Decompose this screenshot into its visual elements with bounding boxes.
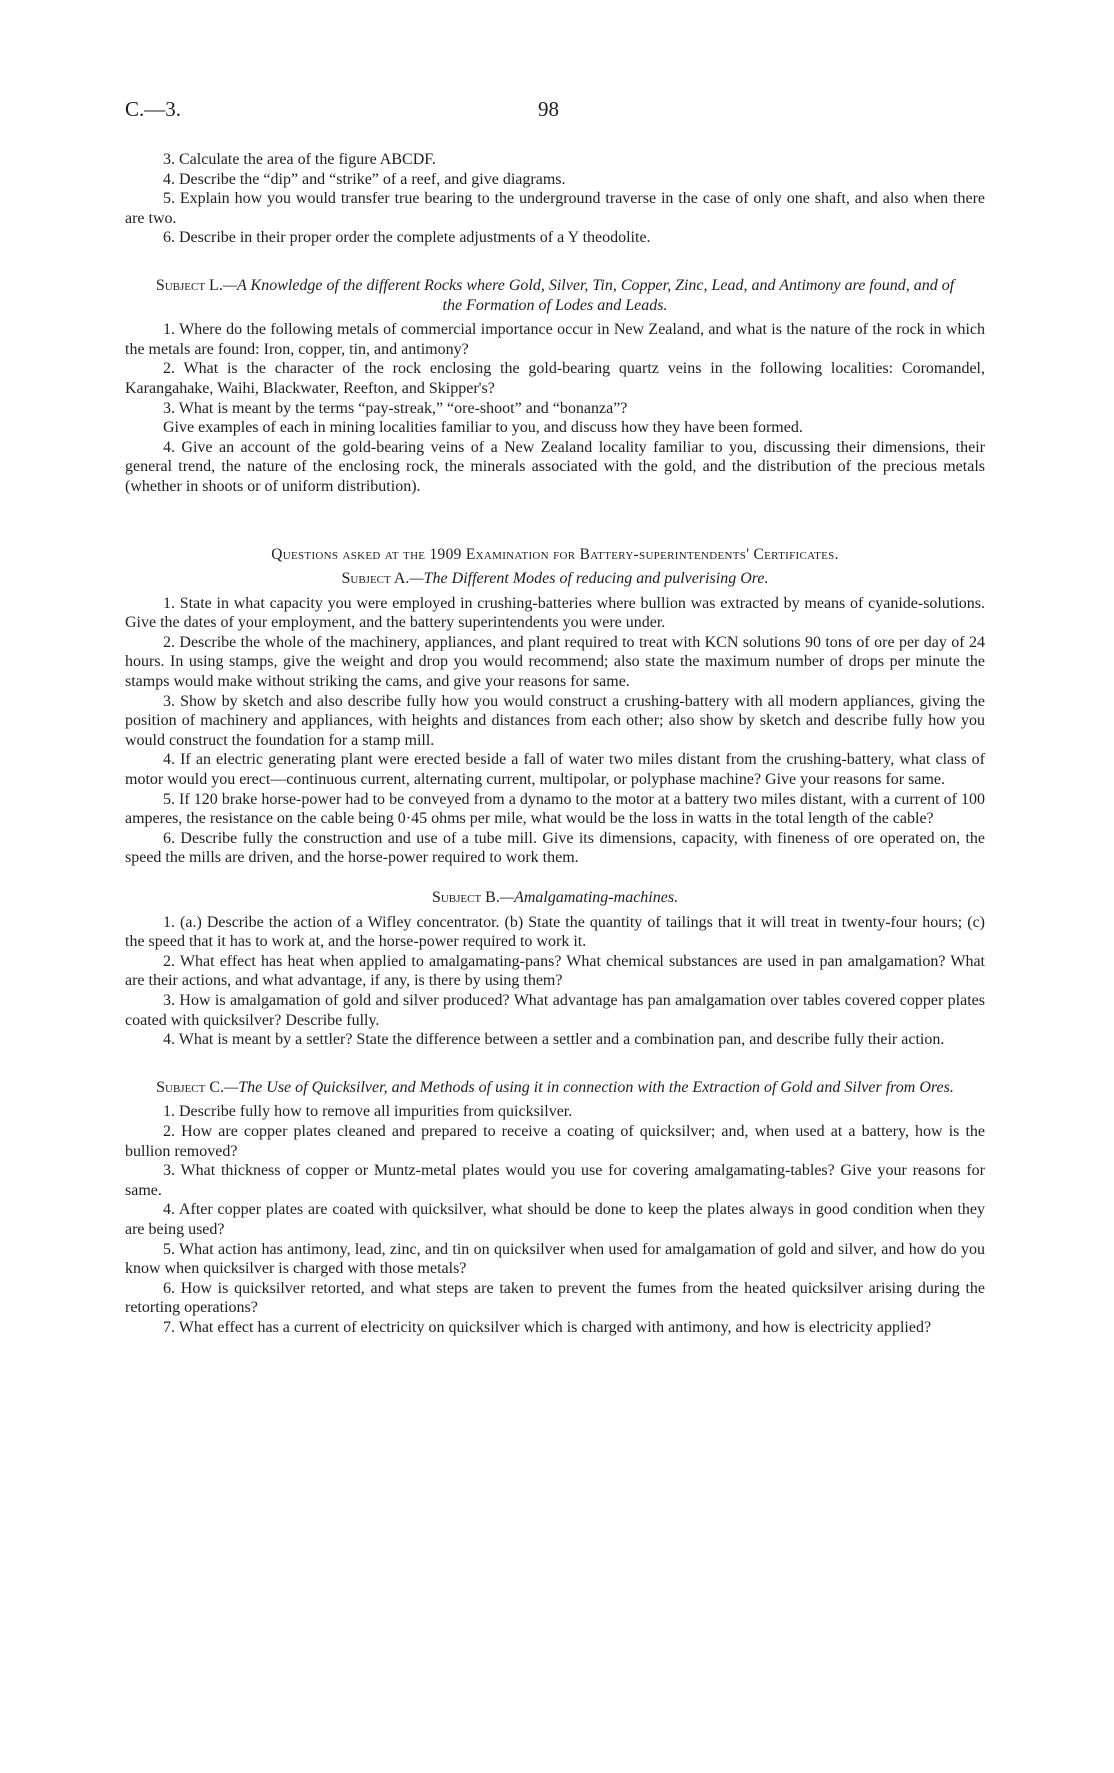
question: 1. Describe fully how to remove all impurities from quicksilver. [163,1103,573,1121]
question: 6. Describe in their proper order the complete adjustments of a Y theodolite. [163,229,651,247]
subject-title: —The Different Modes of reducing and pulverising Ore. [409,570,769,588]
subject-b-section [125,888,985,1050]
question: 6. Describe fully the construction and use of a tube mill. Give its dimensions, capacity, with fineness of ore operated on, the speed the mills are driven, and the horse-power required to work them. [125,829,985,867]
question: 5. If 120 brake horse-power had to be conveyed from a dynamo to the motor at a battery two miles distant, with a current of 100 amperes, the resistance on the cable being 0·45 ohms per mile, what would be the loss in watts in the total length of the cable? [125,790,985,828]
subject-label: Subject A. [341,570,410,588]
question: 2. Describe the whole of the machinery, appliances, and plant required to treat with KCN solutions 90 tons of ore per day of 24 hours. In using stamps, give the weight and drop you would recommend; also state the maximum number of drops per minute the stamps would make without striking the cams, and give your reasons for same. [125,633,985,691]
subject-l-section [125,276,985,497]
question: 3. What is meant by the terms “pay-streak,” “ore-shoot” and “bonanza”? [163,399,628,417]
question: 4. Describe the “dip” and “strike” of a reef, and give diagrams. [163,170,566,188]
question: 3. Calculate the area of the figure ABCDF. [163,151,436,168]
subject-label: Subject B. [431,889,500,906]
subject-title: —Amalgamating-machines. [499,889,679,906]
page-header [125,97,985,130]
subject-label: Subject C. [156,1078,225,1096]
question: 4. What is meant by a settler? State the difference between a settler and a combination pan, and describe fully their action. [163,1031,945,1049]
question: Give examples of each in mining localities familiar to you, and discuss how they have been formed. [163,419,803,437]
question: 2. What effect has heat when applied to amalgamating-pans? What chemical substances are used in pan amalgamation? What are their actions, and what advantage, if any, is there by using them? [125,952,985,990]
page-number: 98 [538,97,559,121]
question: 4. Give an account of the gold-bearing veins of a New Zealand locality familiar to you, discussing their dimensions, their general trend, the nature of the enclosing rock, the minerals associated with the gold, and the distribution of the precious metals (whether in shoots or of uniform distribution). [125,438,985,495]
question: 2. What is the character of the rock enclosing the gold-bearing quartz veins in the following localities: Coromandel, Karangahake, Waihi, Blackwater, Reefton, and Skipper's? [125,360,985,397]
question: 6. How is quicksilver retorted, and what steps are taken to prevent the fumes from the heated quicksilver arising during the retorting operations? [125,1279,985,1317]
section-heading [155,276,955,315]
question: 3. What thickness of copper or Muntz-metal plates would you use for covering amalgamating-tables? Give your reasons for same. [125,1162,985,1199]
question: 1. State in what capacity you were employed in crushing-batteries where bullion was extracted by means of cyanide-solutions. Give the dates of your employment, and the battery superintendents you were under. [125,594,985,632]
question: 1. (a.) Describe the action of a Wifley concentrator. (b) State the quantity of tailings that it will treat in twenty-four hours; (c) the speed that it has to work at, and the horse-power required to work it. [125,913,985,951]
subject-label: Subject L. [155,276,223,294]
question: 1. Where do the following metals of commercial importance occur in New Zealand, and what is the nature of the rock in which the metals are found: Iron, copper, tin, and antimony? [125,321,985,358]
section-heading [155,1078,955,1098]
question: 4. If an electric generating plant were erected beside a fall of water two miles distant from the crushing-battery, what class of motor would you erect—continuous current, alternating current, multipolar, or polyphase machine? Give your reasons for same. [125,751,985,789]
exam-heading: Questions asked at the 1909 Examination for Battery-superintendents' Certificates. [271,545,839,563]
question: 3. Show by sketch and also describe fully how you would construct a crushing-battery with all modern appliances, giving the position of machinery and appliances, with heights and distances from each other; also show by sketch and describe fully how you would construct the foundation for a stamp mill. [125,692,985,749]
subject-c-section [125,1078,985,1338]
question: 5. Explain how you would transfer true bearing to the underground traverse in the case of only one shaft, and also when there are two. [125,190,985,227]
section-heading [155,888,955,908]
document-code: C.—3. [125,97,182,121]
question: 3. How is amalgamation of gold and silver produced? What advantage has pan amalgamation over tables covered copper plates coated with quicksilver? Describe fully. [125,991,985,1029]
question: 4. After copper plates are coated with quicksilver, what should be done to keep the plates always in good condition when they are being used? [125,1201,985,1238]
document-page [125,97,985,1337]
question: 5. What action has antimony, lead, zinc, and tin on quicksilver when used for amalgamation of gold and silver, and how do you know when quicksilver is charged with those metals? [125,1240,985,1278]
subject-title: —A Knowledge of the different Rocks where Gold, Silver, Tin, Copper, Zinc, Lead, and Antimony are found, and of the Formation of Lodes and Leads. [222,276,955,314]
section-heading [155,569,955,589]
subject-a-section [125,569,985,868]
question: 7. What effect has a current of electricity on quicksilver which is charged with antimony, and how is electricity applied? [163,1318,932,1336]
top-questions [125,150,985,248]
question: 2. How are copper plates cleaned and prepared to receive a coating of quicksilver; and, when used at a battery, how is the bullion removed? [125,1122,985,1160]
subject-title: —The Use of Quicksilver, and Methods of using it in connection with the Extraction of Gold and Silver from Ores. [224,1078,954,1096]
